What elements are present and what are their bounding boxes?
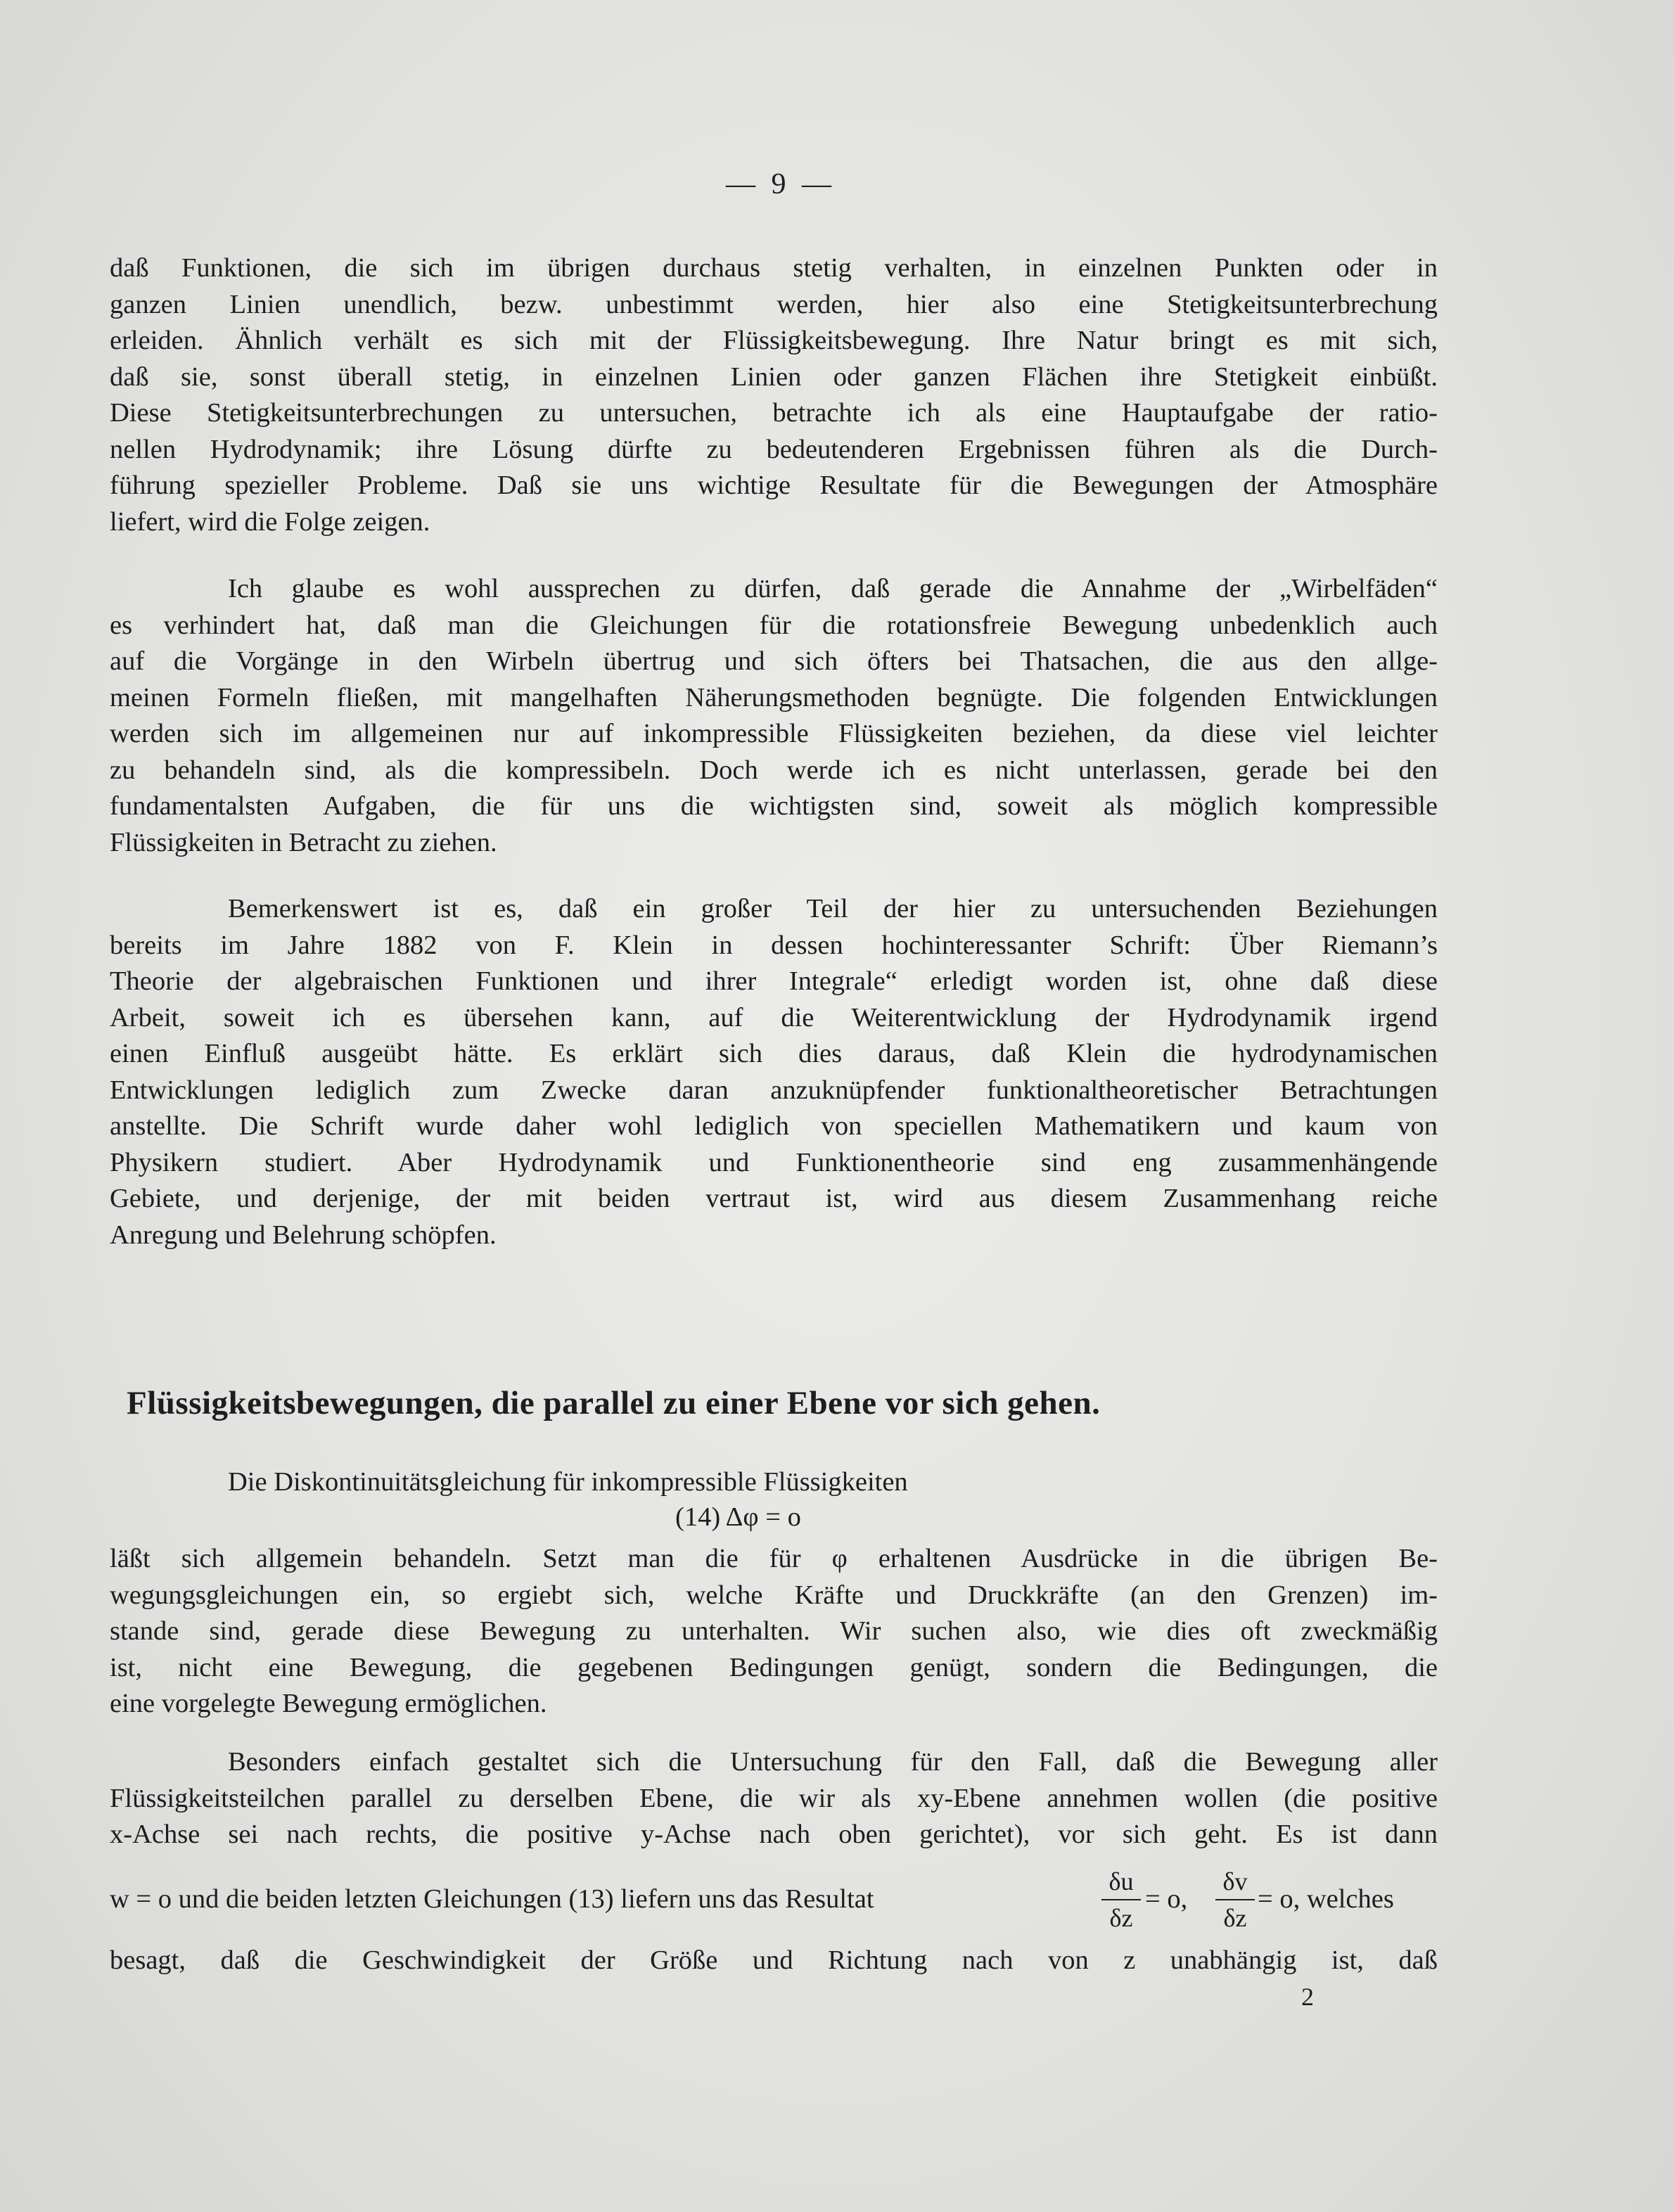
text-line: eine vorgelegte Bewegung ermöglichen.: [110, 1689, 547, 1718]
text-line: anstellte. Die Schrift wurde daher wohl lediglich von speciellen Mathematikern und kaum von: [110, 1111, 1438, 1141]
equation-14: (14) Δφ = o: [675, 1502, 801, 1532]
text-line: nellen Hydrodynamik; ihre Lösung dürfte zu bedeutenderen Ergebnissen führen als die Durch-: [110, 434, 1438, 464]
fraction-numerator: δu: [1108, 1867, 1134, 1895]
fraction-bar: [1215, 1899, 1255, 1900]
text-line: daß sie, sonst überall stetig, in einzelnen Linien oder ganzen Flächen ihre Stetigkeit einbüßt.: [110, 362, 1438, 392]
fraction-du-dz: [1101, 1865, 1141, 1934]
text-line: läßt sich allgemein behandeln. Setzt man die für φ erhaltenen Ausdrücke in die übrigen Be-: [110, 1544, 1438, 1573]
paragraph-1: [110, 250, 1438, 540]
section-intro: [110, 1464, 1438, 1501]
text-line: erleiden. Ähnlich verhält es sich mit der Flüssigkeitsbewegung. Ihre Natur bringt es mit sich,: [110, 326, 1438, 355]
text-line: x-Achse sei nach rechts, die positive y-Achse nach oben gerichtet), vor sich geht. Es ist dann: [110, 1820, 1438, 1849]
formula-text-after: = o, welches: [1258, 1884, 1394, 1914]
text-line: zu behandeln sind, als die kompressibeln. Doch werde ich es nicht unterlassen, gerade bei den: [110, 755, 1438, 785]
text-line: Besonders einfach gestaltet sich die Untersuchung für den Fall, daß die Bewegung aller: [228, 1747, 1438, 1777]
text-line: fundamentalsten Aufgaben, die für uns die wichtigsten sind, soweit als möglich kompressible: [110, 791, 1438, 821]
signature-mark: 2: [1301, 1983, 1314, 2011]
text-line: Flüssigkeitsteilchen parallel zu derselben Ebene, die wir als xy-Ebene annehmen wollen (die positive: [110, 1783, 1438, 1813]
paragraph-5: [110, 1744, 1438, 1853]
text-line: werden sich im allgemeinen nur auf inkompressible Flüssigkeiten beziehen, da diese viel leichter: [110, 719, 1438, 748]
fraction-denominator: δz: [1223, 1904, 1247, 1932]
text-line: Anregung und Belehrung schöpfen.: [110, 1220, 497, 1250]
text-line: Theorie der algebraischen Funktionen und ihrer Integrale“ erledigt worden ist, ohne daß diese: [110, 966, 1438, 996]
fraction-bar: [1101, 1899, 1141, 1900]
text-line: Arbeit, soweit ich es übersehen kann, auf die Weiterentwicklung der Hydrodynamik irgend: [110, 1002, 1438, 1033]
text-line: wegungsgleichungen ein, so ergiebt sich, welche Kräfte und Druckkräfte (an den Grenzen) im-: [110, 1580, 1438, 1610]
text-line: liefert, wird die Folge zeigen.: [110, 506, 430, 537]
section-heading: Flüssigkeitsbewegungen, die parallel zu einer Ebene vor sich gehen.: [127, 1385, 1101, 1421]
text-line: Diese Stetigkeitsunterbrechungen zu untersuchen, betrachte ich als eine Hauptaufgabe der ratio-: [110, 398, 1438, 428]
text-line: Bemerkenswert ist es, daß ein großer Teil der hier zu untersuchenden Beziehungen: [228, 894, 1438, 923]
text-line: Physikern studiert. Aber Hydrodynamik und Funktionentheorie sind eng zusammenhängende: [110, 1147, 1438, 1177]
text-line: ist, nicht eine Bewegung, die gegebenen Bedingungen genügt, sondern die Bedingungen, die: [110, 1652, 1438, 1682]
text-line: daß Funktionen, die sich im übrigen durchaus stetig verhalten, in einzelnen Punkten oder in: [110, 253, 1438, 283]
text-line: auf die Vorgänge in den Wirbeln übertrug und sich öfters bei Thatsachen, die aus den allge-: [110, 646, 1438, 676]
text-line: besagt, daß die Geschwindigkeit der Größe und Richtung nach von z unabhängig ist, daß: [110, 1945, 1438, 1975]
fraction-numerator: δv: [1222, 1867, 1248, 1895]
formula-text-before: w = o und die beiden letzten Gleichungen (13) liefern uns das Resultat: [110, 1884, 874, 1914]
text-line: führung spezieller Probleme. Daß sie uns wichtige Resultate für die Bewegungen der Atmosphäre: [110, 471, 1438, 500]
text-line: Ich glaube es wohl aussprechen zu dürfen, daß gerade die Annahme der „Wirbelfäden“: [228, 574, 1438, 603]
paragraph-4: [110, 1541, 1438, 1722]
fraction-dv-dz: [1215, 1865, 1255, 1934]
paragraph-2: [110, 571, 1438, 861]
page-number: — 9 —: [726, 168, 836, 200]
text-line: Flüssigkeiten in Betracht zu ziehen.: [110, 827, 497, 857]
text-line: Die Diskontinuitätsgleichung für inkompressible Flüssigkeiten: [228, 1467, 908, 1497]
text-line: bereits im Jahre 1882 von F. Klein in dessen hochinteressanter Schrift: Über Riemann’s: [110, 930, 1438, 960]
paragraph-5-continued: [110, 1943, 1438, 1979]
formula-line: [110, 1865, 1438, 1936]
text-line: Entwicklungen lediglich zum Zwecke daran anzuknüpfender funktionaltheoretischer Betrachtungen: [110, 1075, 1438, 1105]
paragraph-3: [110, 891, 1438, 1253]
text-line: meinen Formeln fließen, mit mangelhaften Näherungsmethoden begnügte. Die folgenden Entwicklungen: [110, 682, 1438, 712]
text-line: es verhindert hat, daß man die Gleichungen für die rotationsfreie Bewegung unbedenklich auch: [110, 610, 1438, 640]
fraction-denominator: δz: [1109, 1904, 1133, 1932]
text-line: Gebiete, und derjenige, der mit beiden vertraut ist, wird aus diesem Zusammenhang reiche: [110, 1184, 1438, 1213]
text-line: einen Einfluß ausgeübt hätte. Es erklärt sich dies daraus, daß Klein die hydrodynamischen: [110, 1039, 1438, 1068]
text-line: ganzen Linien unendlich, bezw. unbestimmt werden, hier also eine Stetigkeitsunterbrechung: [110, 289, 1438, 319]
formula-text-mid: = o,: [1145, 1884, 1188, 1914]
text-line: stande sind, gerade diese Bewegung zu unterhalten. Wir suchen also, wie dies oft zweckmäßig: [110, 1616, 1438, 1646]
